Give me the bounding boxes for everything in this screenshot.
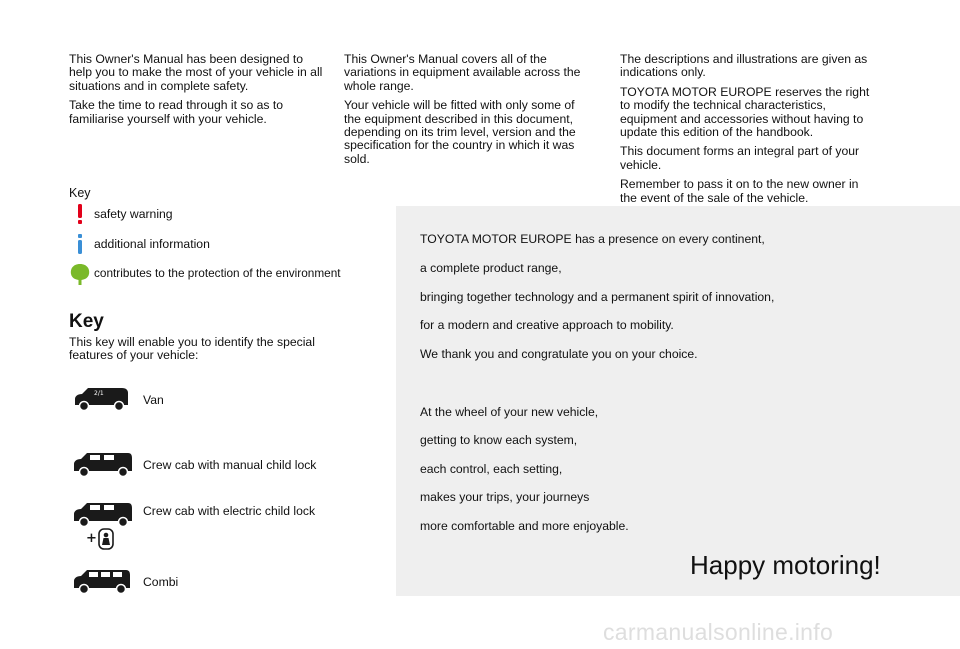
vehicle-label: Combi: [143, 575, 179, 589]
message-line: for a modern and creative approach to mobility.: [420, 318, 674, 332]
leaf-icon: [69, 262, 91, 286]
message-line: each control, each setting,: [420, 462, 563, 476]
vehicle-row-combi: [72, 567, 179, 600]
key-intro: This key will enable you to identify the special features of your vehicle:: [69, 335, 315, 363]
svg-text:2/1: 2/1: [94, 390, 104, 397]
exclamation-icon: [73, 203, 87, 225]
legend-label: safety warning: [94, 207, 173, 221]
child-lock-icon: [86, 527, 130, 551]
legend-title: Key: [69, 186, 91, 200]
info-icon: [73, 233, 87, 255]
legend-label: contributes to the protection of the environment: [94, 266, 341, 280]
message-line: makes your trips, your journeys: [420, 490, 590, 504]
vehicle-label: Crew cab with manual child lock: [143, 458, 317, 472]
svg-text:+: +: [86, 531, 97, 546]
closing-message: Happy motoring!: [690, 550, 881, 580]
message-line: getting to know each system,: [420, 433, 578, 447]
intro-paragraph: This Owner's Manual has been designed to help you to make the most of your vehicle in all situations and in complete safety.: [69, 52, 323, 93]
vehicle-row-crew-cab-manual: [72, 450, 317, 483]
message-line: At the wheel of your new vehicle,: [420, 405, 599, 419]
intro-paragraph: The descriptions and illustrations are given as indications only.: [620, 52, 868, 80]
watermark: carmanualsonline.info: [603, 619, 834, 645]
intro-column-3: [620, 53, 878, 211]
message-line: We thank you and congratulate you on your choice.: [420, 347, 698, 361]
message-line: more comfortable and more enjoyable.: [420, 519, 629, 533]
intro-column-1: [69, 53, 324, 132]
intro-paragraph: This document forms an integral part of your vehicle.: [620, 144, 860, 172]
legend-label: additional information: [94, 237, 210, 251]
message-line: TOYOTA MOTOR EUROPE has a presence on every continent,: [420, 232, 765, 246]
vehicle-row-van: [72, 385, 164, 418]
intro-column-2: [344, 53, 594, 172]
key-heading: Key: [69, 311, 104, 332]
message-line: a complete product range,: [420, 261, 562, 275]
intro-paragraph: Take the time to read through it so as to familiarise yourself with your vehicle.: [69, 98, 284, 126]
message-line: bringing together technology and a permanent spirit of innovation,: [420, 290, 775, 304]
vehicle-label: Crew cab with electric child lock: [143, 504, 316, 518]
crew-cab-icon: [72, 450, 134, 478]
intro-paragraph: TOYOTA MOTOR EUROPE reserves the right to modify the technical characteristics, equipment and accessories without having to update this edition of the handbook.: [620, 84, 870, 140]
combi-icon: [72, 567, 132, 595]
intro-paragraph: Your vehicle will be fitted with only some of the equipment described in this document, depending on its trim level, version and the specification for the country in which it was sold.: [344, 98, 576, 166]
intro-paragraph: Remember to pass it on to the new owner in the event of the sale of the vehicle.: [620, 177, 859, 205]
intro-paragraph: This Owner's Manual covers all of the variations in equipment available across the whole range.: [344, 52, 581, 93]
vehicle-label: Van: [143, 393, 164, 407]
vehicle-row-crew-cab-electric: [72, 500, 316, 546]
crew-cab-electric-icon: [72, 500, 134, 528]
van-icon: [72, 385, 130, 413]
